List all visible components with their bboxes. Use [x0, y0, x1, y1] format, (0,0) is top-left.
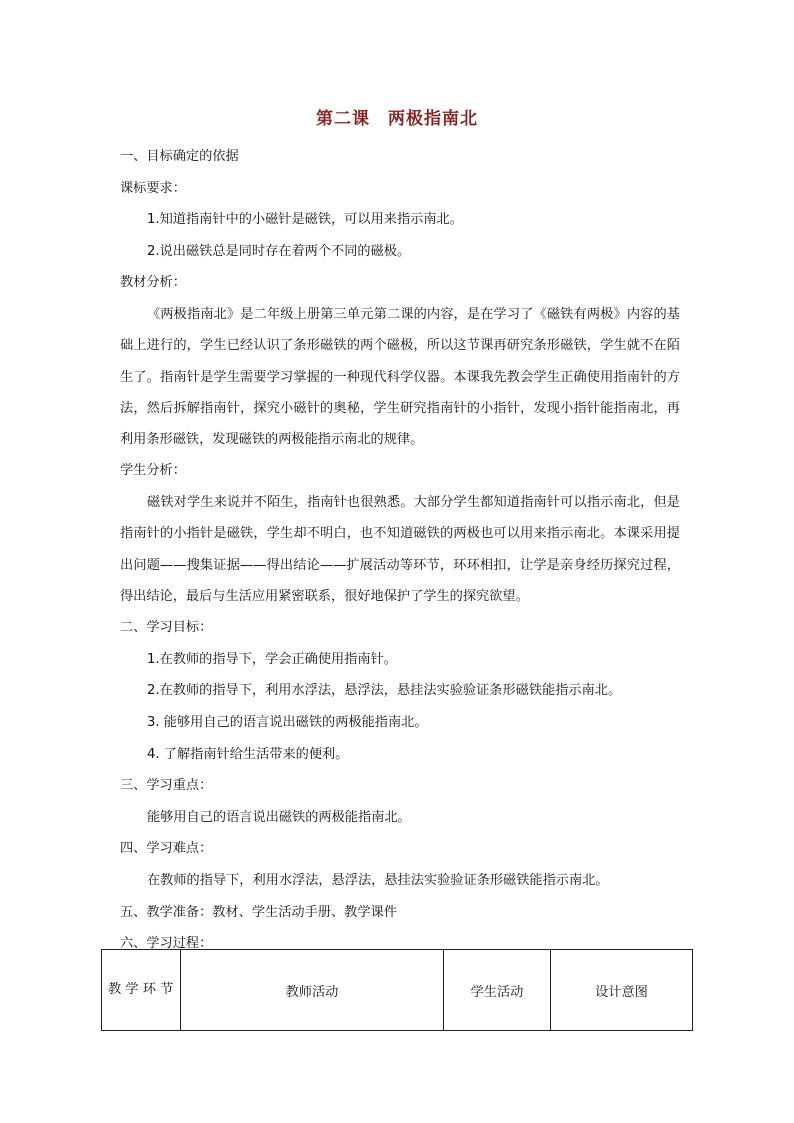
header-teacher-activity: 教师活动: [181, 950, 444, 1031]
key-point: 能够用自己的语言说出磁铁的两极能指南北。: [147, 809, 411, 825]
goal-item: 1.在教师的指导下，学会正确使用指南针。: [147, 651, 397, 667]
curriculum-item: 2.说出磁铁总是同时存在着两个不同的磁极。: [147, 243, 411, 259]
section-3-heading: 三、学习重点：: [120, 778, 213, 794]
section-5-heading: 五、教学准备：教材、学生活动手册、教学课件: [120, 904, 397, 920]
header-teaching-stage: 教 学 环 节: [102, 950, 181, 1031]
lesson-content: [120, 141, 680, 960]
section-6-heading: 六、学习过程：: [120, 936, 213, 952]
curriculum-item: 1.知道指南针中的小磁针是磁铁，可以用来指示南北。: [147, 212, 463, 228]
process-table: [101, 949, 693, 1031]
student-label: 学生分析：: [120, 463, 186, 479]
goal-item: 4. 了解指南针给生活带来的便利。: [147, 746, 349, 762]
lesson-title: 第二课 两极指南北: [316, 109, 478, 129]
section-1-heading: 一、目标确定的依据: [120, 149, 239, 164]
table-header-row: [102, 950, 693, 1031]
goal-item: 3. 能够用自己的语言说出磁铁的两极能指南北。: [147, 715, 428, 731]
header-design-intent: 设计意图: [551, 950, 693, 1031]
header-student-activity: 学生活动: [444, 950, 551, 1031]
difficulty-point: 在教师的指导下，利用水浮法，悬浮法，悬挂法实验验证条形磁铁能指示南北。: [147, 872, 609, 888]
textbook-label: 教材分析：: [120, 275, 186, 291]
section-2-heading: 二、学习目标：: [120, 620, 213, 636]
section-4-heading: 四、学习难点：: [120, 841, 213, 857]
goal-item: 2.在教师的指导下，利用水浮法，悬浮法，悬挂法实验验证条形磁铁能指示南北。: [147, 683, 622, 699]
curriculum-label: 课标要求：: [120, 180, 186, 196]
textbook-paragraph: 《两极指南北》是二年级上册第三单元第二课的内容，是在学习了《磁铁有两极》内容的基础上进行的，学生已经认识了条形磁铁的两个磁极，所以这节课再研究条形磁铁，学生就不在陌生了。指南针是学生需要学习掌握的一种现代科学仪器。本课我先教会学生正确使用指南针的方法，然后拆解指南针，探究小磁针的奥秘，学生研究指南针的小指针，发现小指针能指南北，再利用条形磁铁，发现磁铁的两极能指示南北的规律。: [120, 306, 680, 448]
student-paragraph: 磁铁对学生来说并不陌生，指南针也很熟悉。大部分学生都知道指南针可以指示南北，但是指南针的小指针是磁铁，学生却不明白，也不知道磁铁的两极也可以用来指示南北。本课采用提出问题——搜集证据——得出结论——扩展活动等环节，环环相扣，让学是亲身经历探究过程，得出结论，最后与生活应用紧密联系，很好地保护了学生的探究欲望。: [120, 495, 680, 604]
